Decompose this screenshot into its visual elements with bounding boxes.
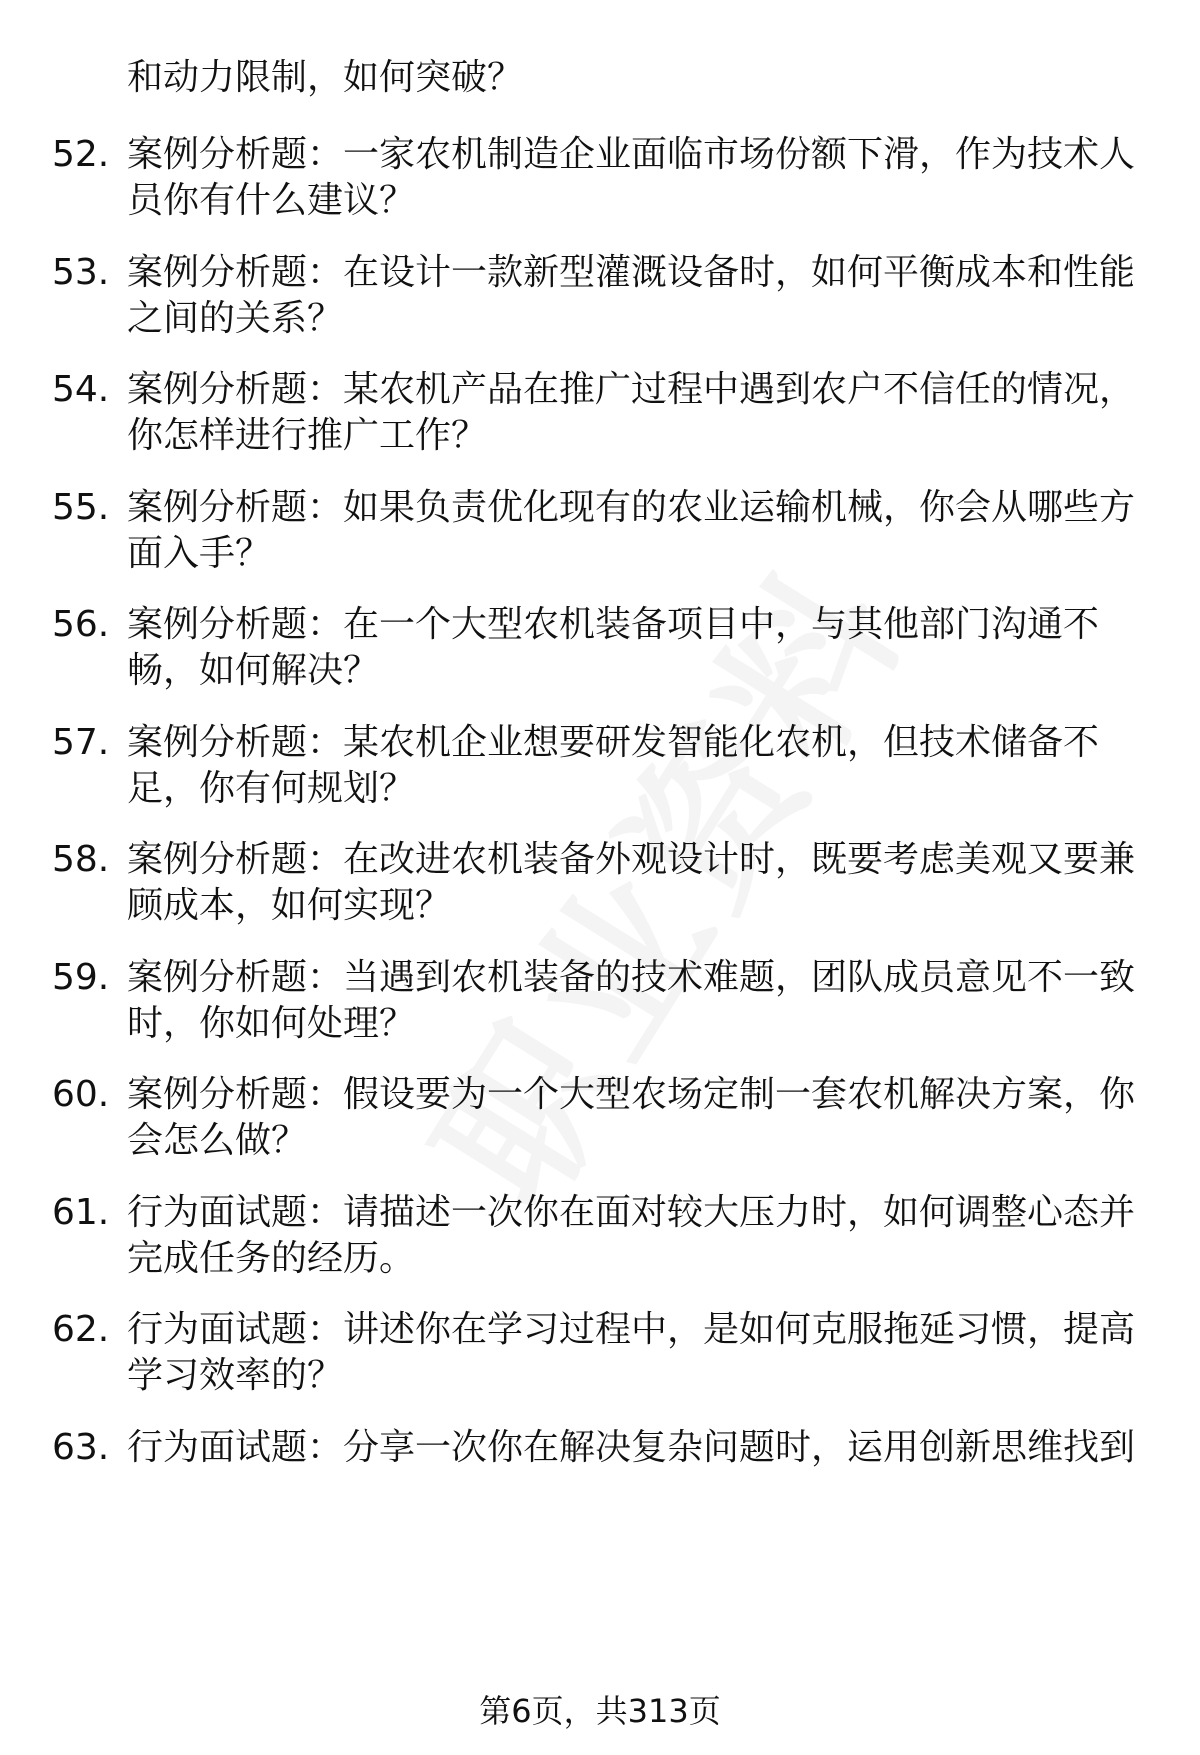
- question-text-line2: 学习效率的？: [127, 1355, 344, 1396]
- question-text-line2: 足，你有何规划？: [127, 768, 416, 809]
- question-number: 63.: [52, 1427, 110, 1468]
- question-text-line1: 案例分析题：一家农机制造企业面临市场份额下滑，作为技术人: [127, 134, 1136, 175]
- question-number: 59.: [52, 957, 110, 998]
- question-text-line1: 行为面试题：请描述一次你在面对较大压力时，如何调整心态并: [127, 1192, 1136, 1233]
- question-number: 54.: [52, 369, 110, 410]
- question-number: 61.: [52, 1192, 110, 1233]
- question-text-line1: 案例分析题：某农机企业想要研发智能化农机，但技术储备不: [127, 722, 1100, 763]
- question-text-line1: 案例分析题：在改进农机装备外观设计时，既要考虑美观又要兼: [127, 839, 1136, 880]
- question-number: 56.: [52, 604, 110, 645]
- question-text-line2: 畅，如何解决？: [127, 650, 380, 691]
- question-text-line2: 会怎么做？: [127, 1120, 308, 1161]
- question-text-line1: 案例分析题：在设计一款新型灌溉设备时，如何平衡成本和性能: [127, 252, 1136, 293]
- question-text-line2: 完成任务的经历。: [127, 1238, 416, 1279]
- question-number: 52.: [52, 134, 110, 175]
- question-text-line1: 行为面试题：分享一次你在解决复杂问题时，运用创新思维找到: [127, 1427, 1136, 1468]
- question-number: 60.: [52, 1074, 110, 1115]
- question-text-line2: 顾成本，如何实现？: [127, 885, 452, 926]
- continuation-line: 和动力限制，如何突破？: [127, 57, 524, 98]
- question-text-line2: 面入手？: [127, 533, 272, 574]
- page-footer: 第6页，共313页: [479, 1692, 721, 1730]
- question-text-line1: 案例分析题：当遇到农机装备的技术难题，团队成员意见不一致: [127, 957, 1136, 998]
- question-text-line1: 行为面试题：讲述你在学习过程中，是如何克服拖延习惯，提高: [127, 1309, 1136, 1350]
- question-text-line2: 你怎样进行推广工作？: [127, 415, 488, 456]
- question-text-line1: 案例分析题：如果负责优化现有的农业运输机械，你会从哪些方: [127, 487, 1136, 528]
- question-text-line1: 案例分析题：在一个大型农机装备项目中，与其他部门沟通不: [127, 604, 1100, 645]
- question-number: 53.: [52, 252, 110, 293]
- question-number: 62.: [52, 1309, 110, 1350]
- question-text-line2: 时，你如何处理？: [127, 1003, 416, 1044]
- question-text-line1: 案例分析题：某农机产品在推广过程中遇到农户不信任的情况，: [127, 369, 1136, 410]
- question-text-line2: 之间的关系？: [127, 298, 344, 339]
- question-number: 58.: [52, 839, 110, 880]
- question-number: 55.: [52, 487, 110, 528]
- question-number: 57.: [52, 722, 110, 763]
- question-text-line1: 案例分析题：假设要为一个大型农场定制一套农机解决方案，你: [127, 1074, 1136, 1115]
- question-text-line2: 员你有什么建议？: [127, 180, 416, 221]
